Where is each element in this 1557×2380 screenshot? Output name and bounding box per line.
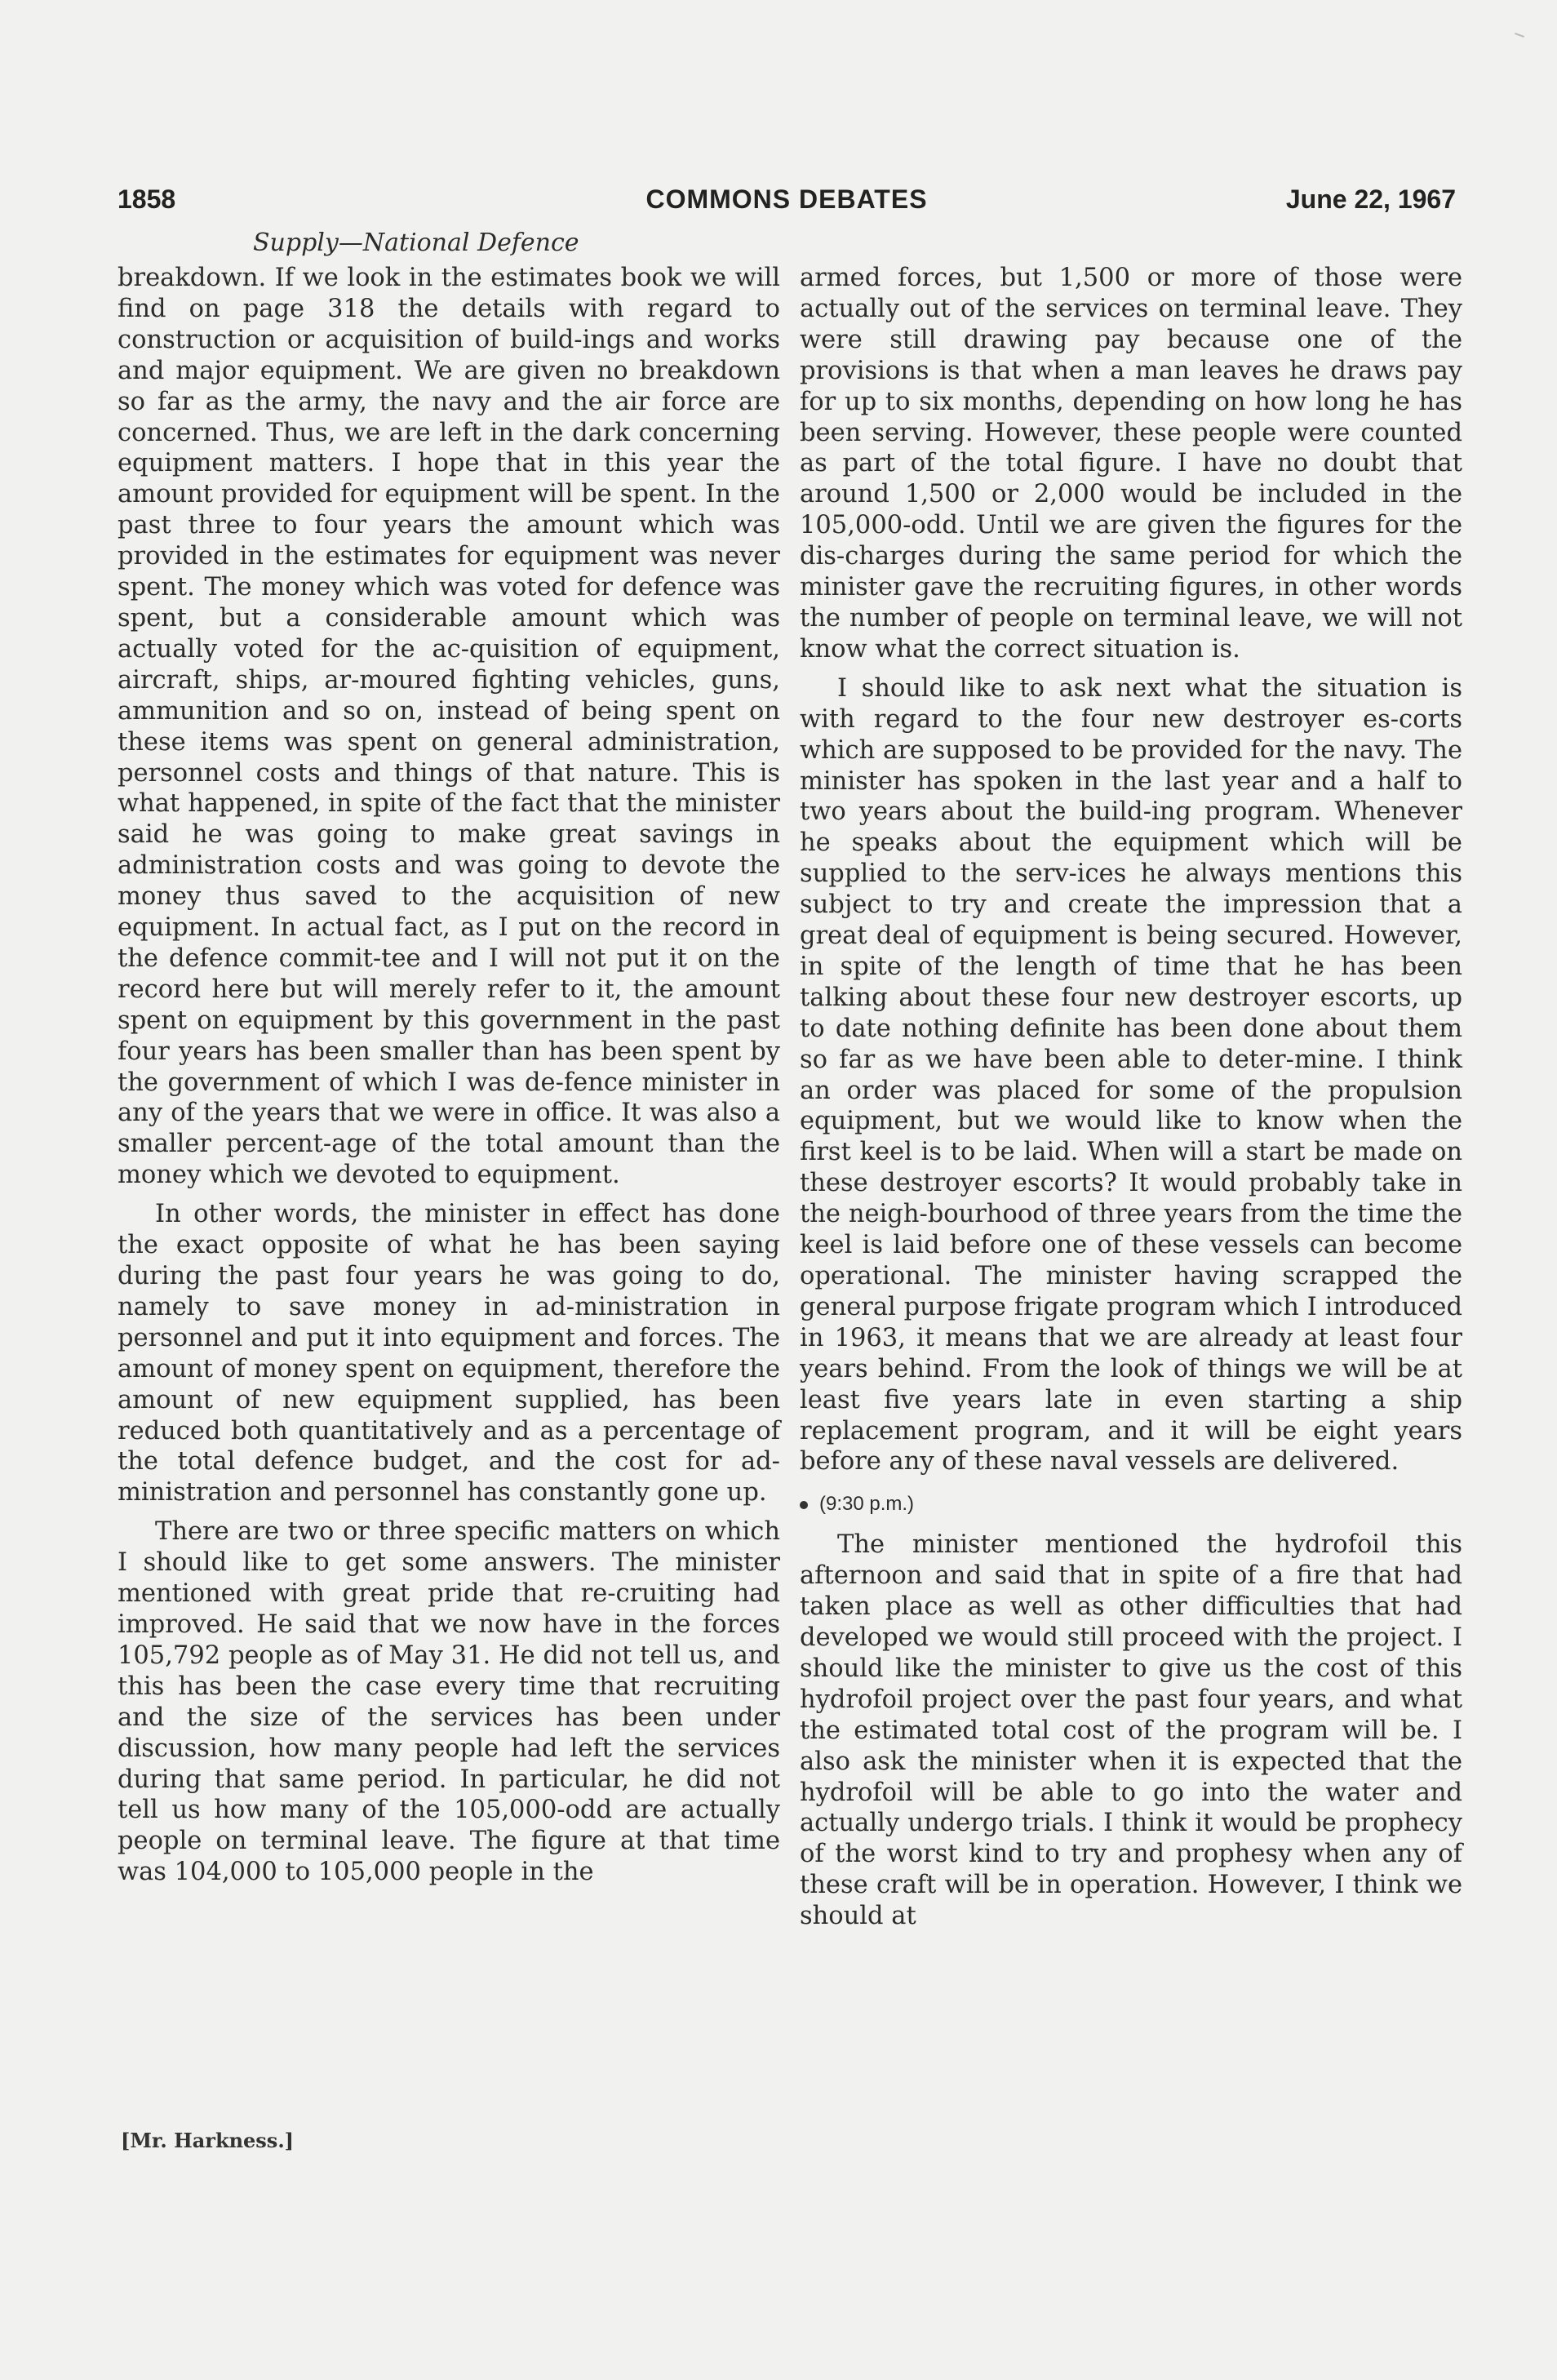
corner-mark	[1515, 33, 1524, 38]
paragraph: There are two or three specific matters on which I should like to get some answers. The minister mentioned with great pride that re-cruiting had improved. He said that we now have in the forces 105,792 people as of May 31. He did not tell us, and this has been the case every time that recruiting and the size of the services has been under discussion, how many people had left the services during that same period. In particular, he did not tell us how many of the 105,000-odd are actually people on terminal leave. The figure at that time was 104,000 to 105,000 people in the	[118, 1517, 780, 1887]
time-marker	[800, 1489, 1462, 1520]
publication-title: COMMONS DEBATES	[645, 184, 928, 214]
page-number: 1858	[118, 184, 176, 214]
paragraph: The minister mentioned the hydrofoil this afternoon and said that in spite of a fire that had taken place as well as other difficulties that had developed we would still proceed with the project. I should like the minister to give us the cost of this hydrofoil project over the past four years, and what the estimated total cost of the program will be. I also ask the minister when it is expected that the hydrofoil will be able to go into the water and actually undergo trials. I think it would be prophecy of the worst kind to try and prophesy when any of these craft will be in operation. However, I think we should at	[800, 1530, 1462, 1931]
left-column	[118, 263, 780, 1888]
paragraph: breakdown. If we look in the estimates book we will find on page 318 the details with regard to construction or acquisition of build-ings and works and major equipment. We are given no breakdown so far as the army, the navy and the air force are concerned. Thus, we are left in the dark concerning equipment matters. I hope that in this year the amount provided for equipment will be spent. In the past three to four years the amount which was provided in the estimates for equipment was never spent. The money which was voted for defence was spent, but a considerable amount which was actually voted for the ac-quisition of equipment, aircraft, ships, ar-moured fighting vehicles, guns, ammunition and so on, instead of being spent on these items was spent on general administration, personnel costs and things of that nature. This is what happened, in spite of the fact that the minister said he was going to make great savings in administration costs and was going to devote the money thus saved to the acquisition of new equipment. In actual fact, as I put on the record in the defence commit-tee and I will not put it on the record here but will merely refer to it, the amount spent on equipment by this government in the past four years has been smaller than has been spent by the government of which I was de-fence minister in any of the years that we were in office. It was also a smaller percent-age of the total amount than the money which we devoted to equipment.	[118, 264, 780, 1190]
paragraph: I should like to ask next what the situation is with regard to the four new destroyer es-corts which are supposed to be provided for the navy. The minister has spoken in the last year and a half to two years about the build-ing program. Whenever he speaks about the equipment which will be supplied to the serv-ices he always mentions this subject to try and create the impression that a great deal of equipment is being secured. However, in spite of the length of time that he has been talking about these four new destroyer escorts, up to date nothing definite has been done about them so far as we have been able to deter-mine. I think an order was placed for some of the propulsion equipment, but we would like to know when the first keel is to be laid. When will a start be made on these destroyer escorts? It would probably take in the neigh-bourhood of three years from the time the keel is laid before one of these vessels can become operational. The minister having scrapped the general purpose frigate program which I introduced in 1963, it means that we are already at least four years behind. From the look of things we will be at least five years late in even starting a ship replacement program, and it will be eight years before any of these naval vessels are delivered.	[800, 673, 1462, 1476]
publication-date: June 22, 1967	[1285, 184, 1456, 214]
speaker-footer: [Mr. Harkness.]	[121, 2129, 295, 2152]
paragraph: armed forces, but 1,500 or more of those were actually out of the services on terminal leave. They were still drawing pay because one of the provisions is that when a man leaves he draws pay for up to six months, depending on how long he has been serving. However, these people were counted as part of the total figure. I have no doubt that around 1,500 or 2,000 would be included in the 105,000-odd. Until we are given the figures for the dis-charges during the same period for which the minister gave the recruiting figures, in other words the number of people on terminal leave, we will not know what the correct situation is.	[800, 264, 1462, 664]
section-subheading: Supply—National Defence	[253, 229, 579, 257]
right-column	[800, 263, 1462, 1932]
paragraph: In other words, the minister in effect has done the exact opposite of what he has been saying during the past four years he was going to do, namely to save money in ad-ministration in personnel and put it into equipment and forces. The amount of money spent on equipment, therefore the amount of new equipment supplied, has been reduced both quantitatively and as a percentage of the total defence budget, and the cost for ad-ministration and personnel has constantly gone up.	[118, 1200, 780, 1507]
bullet-icon	[800, 1501, 808, 1509]
time-marker-text: (9:30 p.m.)	[819, 1493, 915, 1516]
page-header	[118, 184, 1456, 225]
